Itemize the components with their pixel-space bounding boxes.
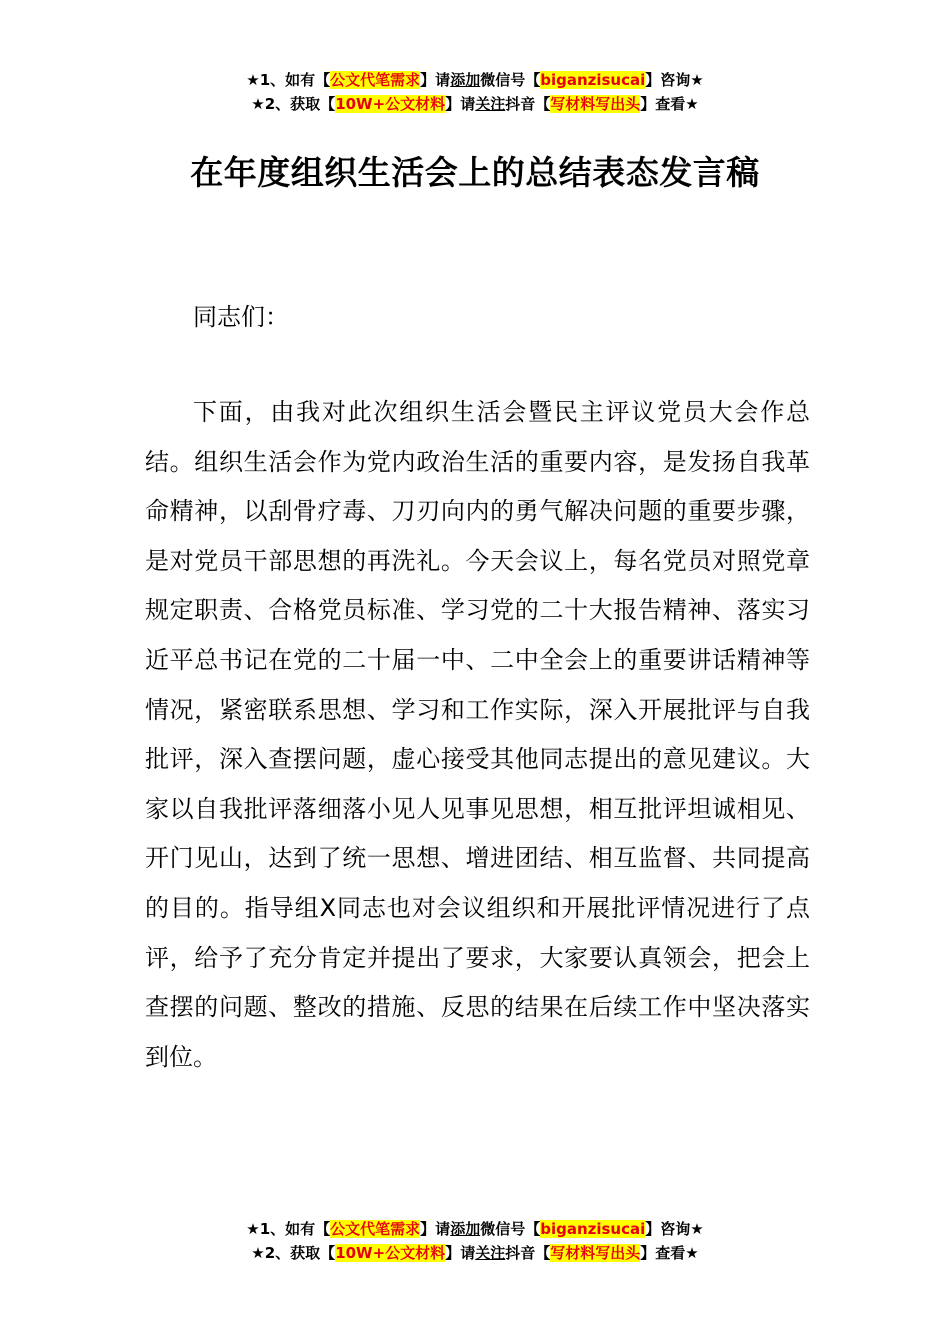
banner-text: 】咨询★ [645,71,704,89]
banner-text: 】请 [445,95,476,113]
banner-underlined-text: 添加 [450,71,481,89]
banner-text: 微信号【 [480,1220,541,1238]
banner-highlight: 写材料写出头 [550,95,641,113]
banner-text: 微信号【 [480,71,541,89]
banner-text: 】请 [420,71,451,89]
banner-text: 】查看★ [640,95,699,113]
banner-highlight: 10W+公文材料 [335,95,446,113]
banner-text: ★1、如有【 [246,1220,331,1238]
banner-underlined-text: 关注 [475,1244,506,1262]
banner-highlight: 写材料写出头 [550,1244,641,1262]
banner-text: ★2、获取【 [251,95,336,113]
banner-line-1 [0,68,950,92]
footer-banner [0,1217,950,1265]
banner-highlight: biganzisucai [540,1220,646,1238]
banner-text: ★2、获取【 [251,1244,336,1262]
banner-text: 】咨询★ [645,1220,704,1238]
document-title: 在年度组织生活会上的总结表态发言稿 [190,153,760,192]
banner-highlight: 公文代笔需求 [330,1220,421,1238]
body-paragraph: 下面，由我对此次组织生活会暨民主评议党员大会作总结。组织生活会作为党内政治生活的重要内容，是发扬自我革命精神，以刮骨疗毒、刀刃向内的勇气解决问题的重要步骤，是对党员干部思想的再洗礼。今天会议上，每名党员对照党章规定职责、合格党员标准、学习党的二十大报告精神、落实习近平总书记在党的二十届一中、二中全会上的重要讲话精神等情况，紧密联系思想、学习和工作实际，深入开展批评与自我批评，深入查摆问题，虚心接受其他同志提出的意见建议。大家以自我批评落细落小见人见事见思想，相互批评坦诚相见、开门见山，达到了统一思想、增进团结、相互监督、共同提高的目的。指导组X同志也对会议组织和开展批评情况进行了点评，给予了充分肯定并提出了要求，大家要认真领会，把会上查摆的问题、整改的措施、反思的结果在后续工作中坚决落实到位。 [145,398,810,1071]
greeting: 同志们： [193,303,289,331]
banner-underlined-text: 添加 [450,1220,481,1238]
banner-line-2 [0,1241,950,1265]
banner-highlight: biganzisucai [540,71,646,89]
banner-text: 】请 [445,1244,476,1262]
banner-text: 抖音【 [505,1244,551,1262]
banner-text: 】请 [420,1220,451,1238]
banner-underlined-text: 关注 [475,95,506,113]
banner-text: ★1、如有【 [246,71,331,89]
document-body [145,388,810,1082]
banner-line-1 [0,1217,950,1241]
banner-highlight: 公文代笔需求 [330,71,421,89]
header-banner [0,68,950,116]
banner-line-2 [0,92,950,116]
banner-text: 】查看★ [640,1244,699,1262]
banner-text: 抖音【 [505,95,551,113]
banner-highlight: 10W+公文材料 [335,1244,446,1262]
